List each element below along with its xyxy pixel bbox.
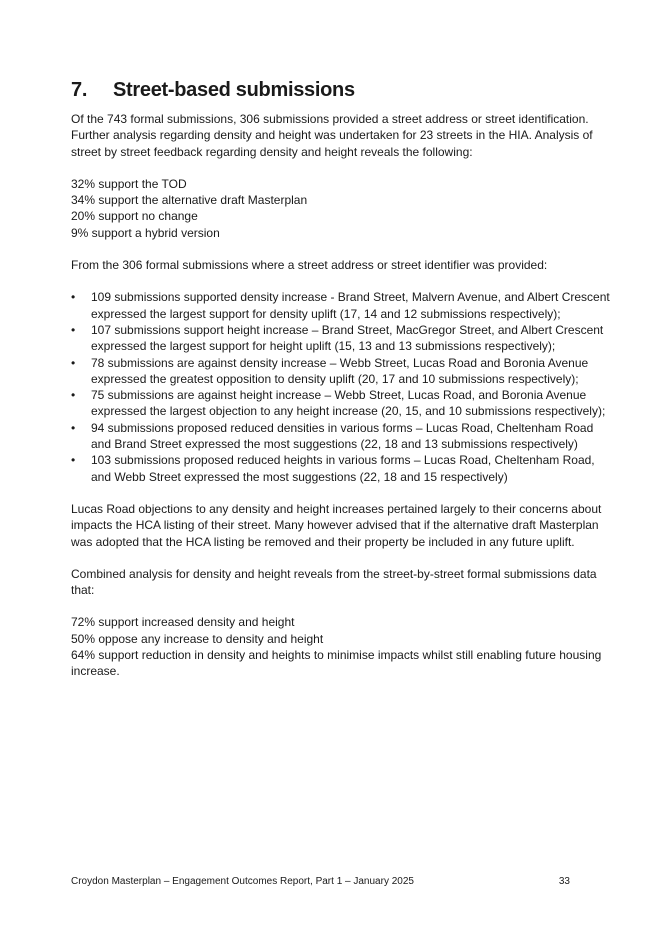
bullet-icon: • xyxy=(71,355,76,370)
list-item-text: 78 submissions are against density increase – Webb Street, Lucas Road and Boronia Avenue expressed the greatest opposition to density uplift (20, 17 and 10 submissions respectively); xyxy=(91,355,589,386)
stat-line: 72% support increased density and height xyxy=(71,615,295,630)
stat-line: 50% oppose any increase to density and height xyxy=(71,631,324,646)
lead-paragraph: From the 306 formal submissions where a street address or street identifier was provided: xyxy=(71,258,548,273)
document-page xyxy=(71,78,611,696)
bullet-icon: • xyxy=(71,420,76,435)
bullet-icon: • xyxy=(71,453,76,468)
bullet-icon: • xyxy=(71,388,76,403)
list-item xyxy=(71,387,611,420)
list-item xyxy=(71,355,611,388)
stat-line: 9% support a hybrid version xyxy=(71,225,220,240)
list-item-text: 107 submissions support height increase – Brand Street, MacGregor Street, and Albert Crescent expressed the largest support for height uplift (15, 13 and 13 submissions respectively); xyxy=(91,322,604,354)
bullet-icon: • xyxy=(71,290,76,305)
stat-line: 34% support the alternative draft Masterplan xyxy=(71,193,308,208)
section-title: Street-based submissions xyxy=(113,79,355,101)
list-item xyxy=(71,420,611,453)
support-stats-list xyxy=(71,176,611,241)
page-footer xyxy=(71,876,570,887)
list-item xyxy=(71,322,611,355)
footer-title: Croydon Masterplan – Engagement Outcomes Report, Part 1 – January 2025 xyxy=(71,876,414,887)
section-number: 7. xyxy=(71,79,88,101)
list-item xyxy=(71,289,611,322)
combined-stats-list xyxy=(71,614,611,679)
list-item-text: 109 submissions supported density increase - Brand Street, Malvern Avenue, and Albert Crescent expressed the largest support for density uplift (17, 14 and 12 submissions respectively); xyxy=(91,290,610,321)
bullet-icon: • xyxy=(71,322,76,337)
lucas-road-paragraph: Lucas Road objections to any density and height increases pertained largely to their concerns about impacts the HCA listing of their street. Many however advised that if the alternative draft Masterplan was adopted that the HCA listing be removed and their property be included in any future uplift. xyxy=(71,501,602,549)
submissions-bullet-list xyxy=(71,289,611,485)
page-number: 33 xyxy=(558,876,570,887)
stat-line: 32% support the TOD xyxy=(71,176,187,191)
section-heading xyxy=(71,78,611,102)
combined-analysis-paragraph: Combined analysis for density and height reveals from the street-by-street formal submissions data that: xyxy=(71,566,597,598)
stat-line: 64% support reduction in density and heights to minimise impacts whilst still enabling future housing increase. xyxy=(71,648,602,679)
stat-line: 20% support no change xyxy=(71,209,198,224)
list-item-text: 75 submissions are against height increase – Webb Street, Lucas Road, and Boronia Avenue expressed the largest objection to any height increase (20, 15, and 10 submissions respectively); xyxy=(91,388,606,419)
list-item-text: 94 submissions proposed reduced densities in various forms – Lucas Road, Cheltenham Road and Brand Street expressed the most suggestions (22, 18 and 13 submissions respectively) xyxy=(91,420,594,452)
list-item xyxy=(71,452,611,485)
intro-paragraph: Of the 743 formal submissions, 306 submissions provided a street address or street identification. Further analysis regarding density and height was undertaken for 23 streets in the HIA. Analysis of street by street feedback regarding density and height reveals the following: xyxy=(71,112,593,159)
list-item-text: 103 submissions proposed reduced heights in various forms – Lucas Road, Cheltenham Road, and Webb Street expressed the most suggestions (22, 18 and 15 respectively) xyxy=(91,453,595,484)
